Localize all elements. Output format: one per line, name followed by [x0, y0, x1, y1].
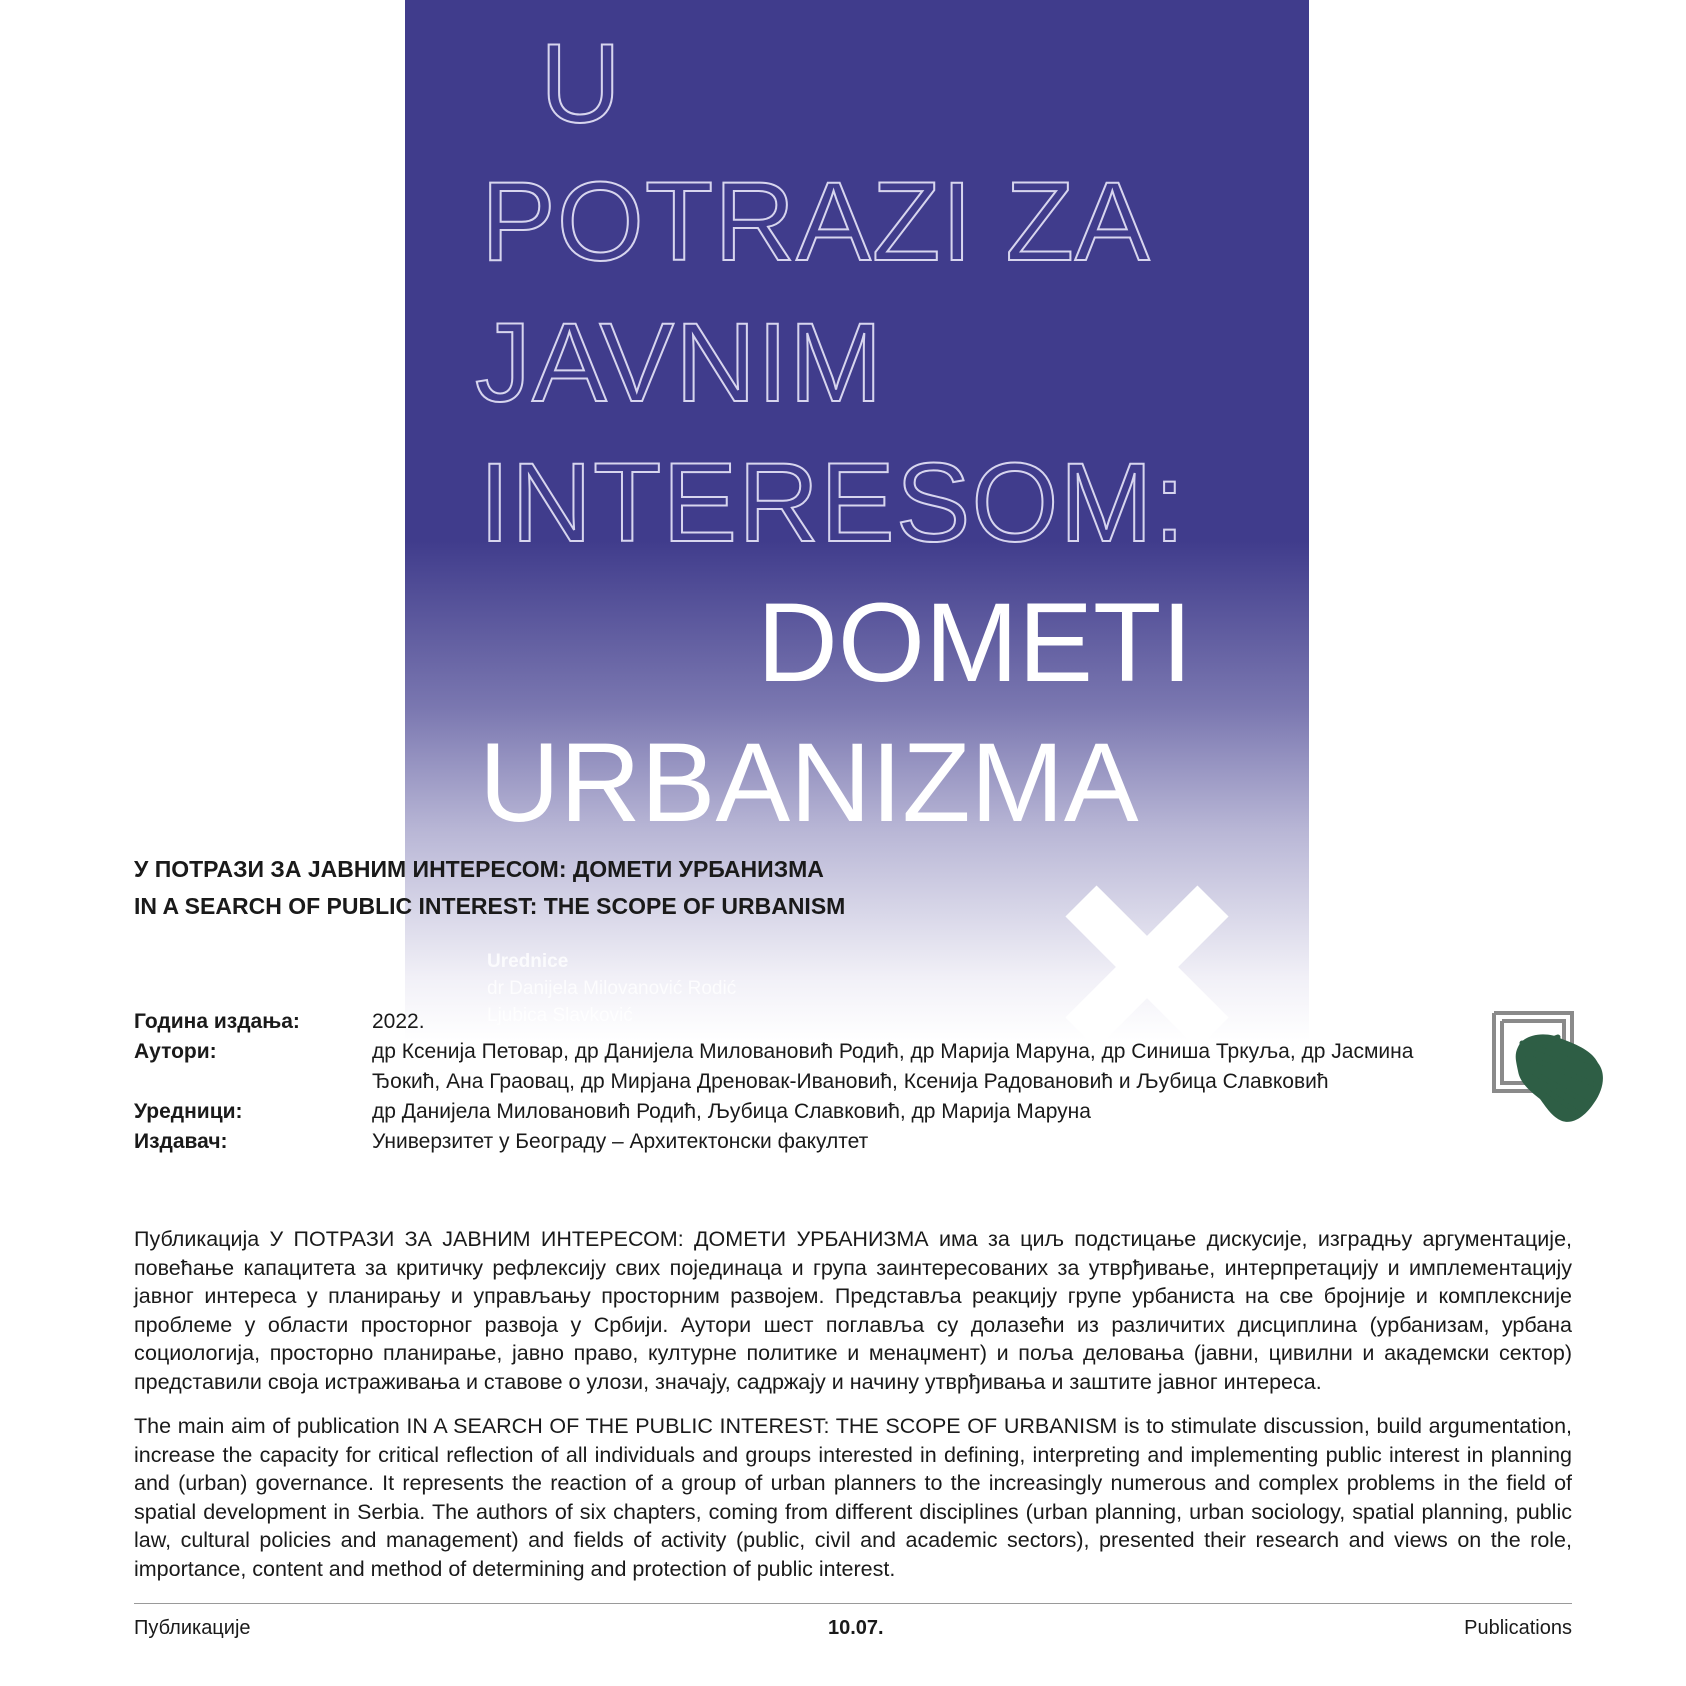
- cover-title-line-1: U: [540, 21, 622, 146]
- meta-row-year: [134, 1007, 1414, 1037]
- cover-title-line-2: POTRAZI ZA: [481, 159, 1151, 284]
- cover-credits-name: dr Danijela Milovanović Rodić: [487, 978, 737, 999]
- meta-value: др Данијела Миловановић Родић, Љубица Славковић, др Марија Маруна: [372, 1100, 1091, 1123]
- faculty-logo-icon: [1488, 1007, 1612, 1129]
- meta-row-editors: [134, 1097, 1414, 1127]
- description-serbian: Публикација У ПОТРАЗИ ЗА ЈАВНИМ ИНТЕРЕСОМ: ДОМЕТИ УРБАНИЗМА има за циљ подстицање дискусије, изградњу аргументације, повећање капацитета за критичку рефлексију свих појединаца и група заинтересованих за утврђивање, интерпретацију и имплементацију јавног интереса у планирању и управљању просторним развојем. Представља реакцију групе урбаниста на све бројније и комплексније проблеме у области просторног развоја у Србији. Аутори шест поглавља су долазећи из различитих дисциплина (урбанизам, урбана социологија, просторно планирање, јавно право, културне политике и менаџмент) и поља деловања (јавни, цивилни и академски сектор) представили своја истраживања и ставове о улози, значају, садржају и начину утврђивања и заштите јавног интереса.: [134, 1227, 1572, 1394]
- publication-title-serbian: У ПОТРАЗИ ЗА ЈАВНИМ ИНТЕРЕСОМ: ДОМЕТИ УРБАНИЗМА: [134, 856, 824, 882]
- cover-credits-name: Ljubica Slavković: [487, 1005, 633, 1026]
- meta-value: др Ксенија Петовар, др Данијела Миловановић Родић, др Марија Маруна, др Синиша Тркуља, др Јасмина Ђокић, Ана Граовац, др Мирјана Дреновак-Ивановић, Ксенија Радовановић и Љубица Славковић: [372, 1040, 1414, 1093]
- meta-label: Година издања:: [134, 1010, 300, 1033]
- book-cover: [405, 0, 1309, 1040]
- meta-value: 2022.: [372, 1010, 425, 1033]
- footer-section-label-english: Publications: [1464, 1617, 1572, 1639]
- cover-title-line-4: INTERESOM:: [479, 440, 1186, 565]
- meta-label: Аутори:: [134, 1040, 217, 1063]
- footer-divider: [134, 1603, 1572, 1604]
- meta-label: Издавач:: [134, 1130, 228, 1153]
- footer-page-number: 10.07.: [828, 1617, 884, 1639]
- footer-section-label: Публикације: [134, 1617, 251, 1639]
- cover-credits-label: Urednice: [487, 951, 569, 972]
- description-english: The main aim of publication IN A SEARCH OF THE PUBLIC INTEREST: THE SCOPE OF URBANISM is to stimulate discussion, build argumentation, increase the capacity for critical reflection of all individuals and groups interested in defining, interpreting and implementing public interest in planning and (urban) governance. It represents the reaction of a group of urban planners to the increasingly numerous and complex problems in the field of spatial development in Serbia. The authors of six chapters, coming from different disciplines (urban planning, urban sociology, spatial planning, public law, cultural policies and management) and fields of activity (public, civil and academic sectors), presented their research and views on the role, importance, content and method of determining and protection of public interest.: [134, 1414, 1572, 1581]
- meta-label: Уредници:: [134, 1100, 243, 1123]
- cover-title-line-6: URBANIZMA: [479, 720, 1139, 845]
- cover-title-line-3: JAVNIM: [475, 300, 884, 425]
- publication-title-english: IN A SEARCH OF PUBLIC INTEREST: THE SCOPE OF URBANISM: [134, 893, 846, 919]
- meta-row-publisher: [134, 1127, 1414, 1157]
- cover-title-line-5: DOMETI: [757, 580, 1193, 705]
- meta-value: Универзитет у Београду – Архитектонски факултет: [372, 1130, 869, 1153]
- meta-row-authors: [134, 1037, 1414, 1097]
- publication-metadata: [134, 1007, 1414, 1157]
